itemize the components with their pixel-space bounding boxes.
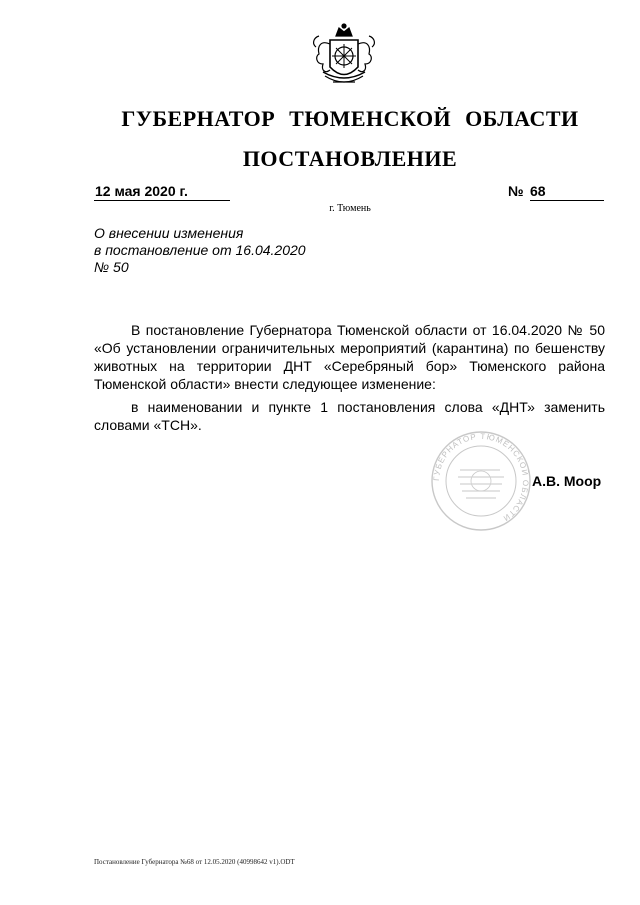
seal-text: ГУБЕРНАТОР ТЮМЕНСКОЙ ОБЛАСТИ	[431, 431, 531, 524]
subject-line-3: № 50	[94, 259, 129, 275]
official-seal-stamp	[430, 430, 532, 532]
footer-document-id: Постановление Губернатора №68 от 12.05.2020 (40998642 v1).ODT	[94, 858, 295, 866]
issuing-authority-heading: ГУБЕРНАТОР ТЮМЕНСКОЙ ОБЛАСТИ	[121, 106, 579, 131]
document-number: 68	[530, 183, 604, 201]
document-date: 12 мая 2020 г.	[94, 183, 230, 201]
coat-of-arms-emblem	[303, 22, 385, 102]
document-subject	[94, 225, 354, 276]
subject-line-2: в постановление от 16.04.2020	[94, 242, 306, 258]
signer-name: А.В. Моор	[532, 473, 602, 489]
body-paragraph-2: в наименовании и пункте 1 постановления слова «ДНТ» заменить словами «ТСН».	[94, 399, 605, 433]
body-paragraph-1: В постановление Губернатора Тюменской области от 16.04.2020 № 50 «Об установлении ограничительных мероприятий (карантина) по бешенству животных на территории ДНТ «Серебряный бор» Тюменского района Тюменской области» внести следующее изменение:	[94, 322, 605, 392]
number-sign: №	[508, 183, 524, 199]
document-type-heading: ПОСТАНОВЛЕНИЕ	[242, 146, 458, 171]
subject-line-1: О внесении изменения	[94, 225, 244, 241]
document-body	[94, 321, 605, 439]
issue-city: г. Тюмень	[329, 203, 371, 214]
